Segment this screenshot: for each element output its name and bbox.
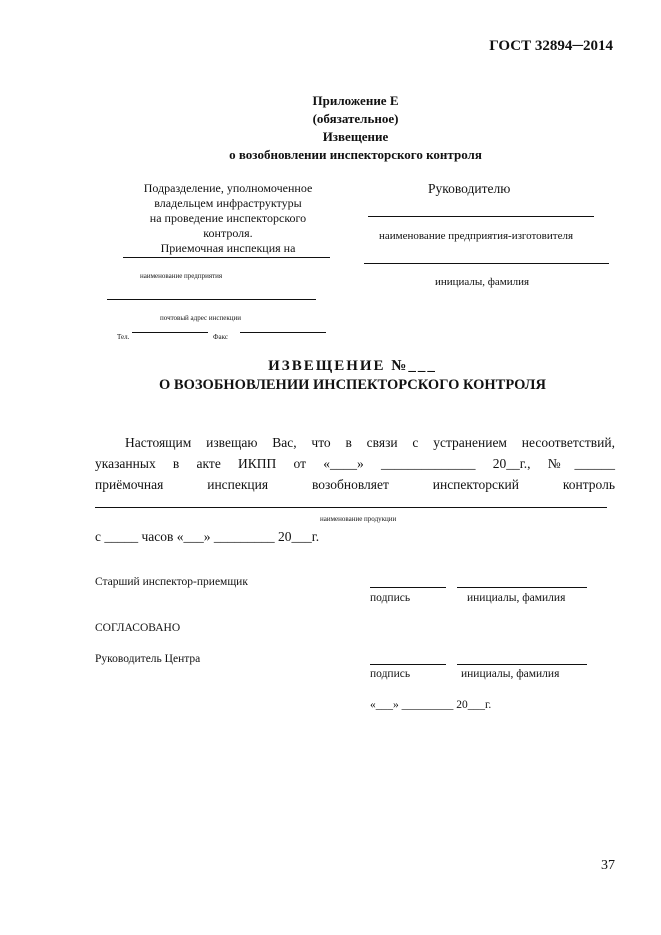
fax-label: Факс — [213, 333, 228, 341]
inspector-title: Старший инспектор-приемщик — [95, 576, 248, 588]
recipient-person-caption: инициалы, фамилия — [435, 276, 530, 288]
appendix-subject: о возобновлении инспекторского контроля — [229, 147, 482, 162]
recipient-company-caption: наименование предприятия-изготовителя — [379, 230, 573, 242]
recipient-company-line[interactable] — [368, 216, 594, 217]
recipient-to: Руководителю — [428, 181, 511, 196]
head-signature-line[interactable] — [370, 664, 446, 665]
inspector-initials-caption: инициалы, фамилия — [467, 592, 566, 604]
sender-address-caption: почтовый адрес инспекции — [160, 314, 241, 322]
body-line-3: приёмочная инспекция возобновляет инспекторский контроль — [95, 477, 615, 492]
sender-line-5: Приемочная инспекция на — [160, 241, 296, 255]
approved-label: СОГЛАСОВАНО — [95, 622, 181, 634]
product-caption: наименование продукции — [320, 515, 397, 523]
inspector-signature-caption: подпись — [370, 592, 411, 604]
sender-name-line[interactable] — [123, 257, 330, 258]
sender-address-line[interactable] — [107, 299, 316, 300]
approval-date: «___» _________ 20___г. — [370, 699, 492, 711]
sender-line-4: контроля. — [203, 226, 253, 240]
sender-line-1: Подразделение, уполномоченное — [143, 181, 313, 195]
head-initials-line[interactable] — [457, 664, 587, 665]
tel-field-line[interactable] — [132, 332, 208, 333]
notice-subtitle: О ВОЗОБНОВЛЕНИИ ИНСПЕКТОРСКОГО КОНТРОЛЯ — [159, 377, 546, 393]
standard-code: ГОСТ 32894─2014 — [489, 38, 613, 54]
head-initials-caption: инициалы, фамилия — [461, 668, 560, 680]
sender-line-2: владельцем инфраструктуры — [154, 196, 302, 210]
appendix-mandatory: (обязательное) — [312, 111, 399, 126]
inspector-signature-line[interactable] — [370, 587, 446, 588]
body-line-2: указанных в акте ИКПП от «____» ______________ 20__г., №______ — [95, 456, 615, 471]
appendix-notice: Извещение — [322, 129, 389, 144]
body-line-1: Настоящим извещаю Вас, что в связи с устранением несоответствий, — [125, 435, 615, 450]
head-title: Руководитель Центра — [95, 653, 201, 665]
sender-line-3: на проведение инспекторского — [149, 211, 307, 225]
recipient-person-line[interactable] — [364, 263, 609, 264]
product-name-line[interactable] — [95, 507, 607, 508]
sender-name-caption: наименование предприятия — [140, 272, 223, 280]
notice-title: ИЗВЕЩЕНИЕ №___ — [268, 358, 437, 374]
appendix-title: Приложение Е — [312, 93, 399, 108]
body-line-5: с _____ часов «___» _________ 20___г. — [95, 529, 320, 544]
tel-label: Тел. — [117, 333, 130, 341]
inspector-initials-line[interactable] — [457, 587, 587, 588]
appendix-heading — [0, 92, 661, 164]
page-number: 37 — [601, 858, 615, 873]
fax-field-line[interactable] — [240, 332, 326, 333]
head-signature-caption: подпись — [370, 668, 411, 680]
sender-block — [108, 181, 348, 256]
